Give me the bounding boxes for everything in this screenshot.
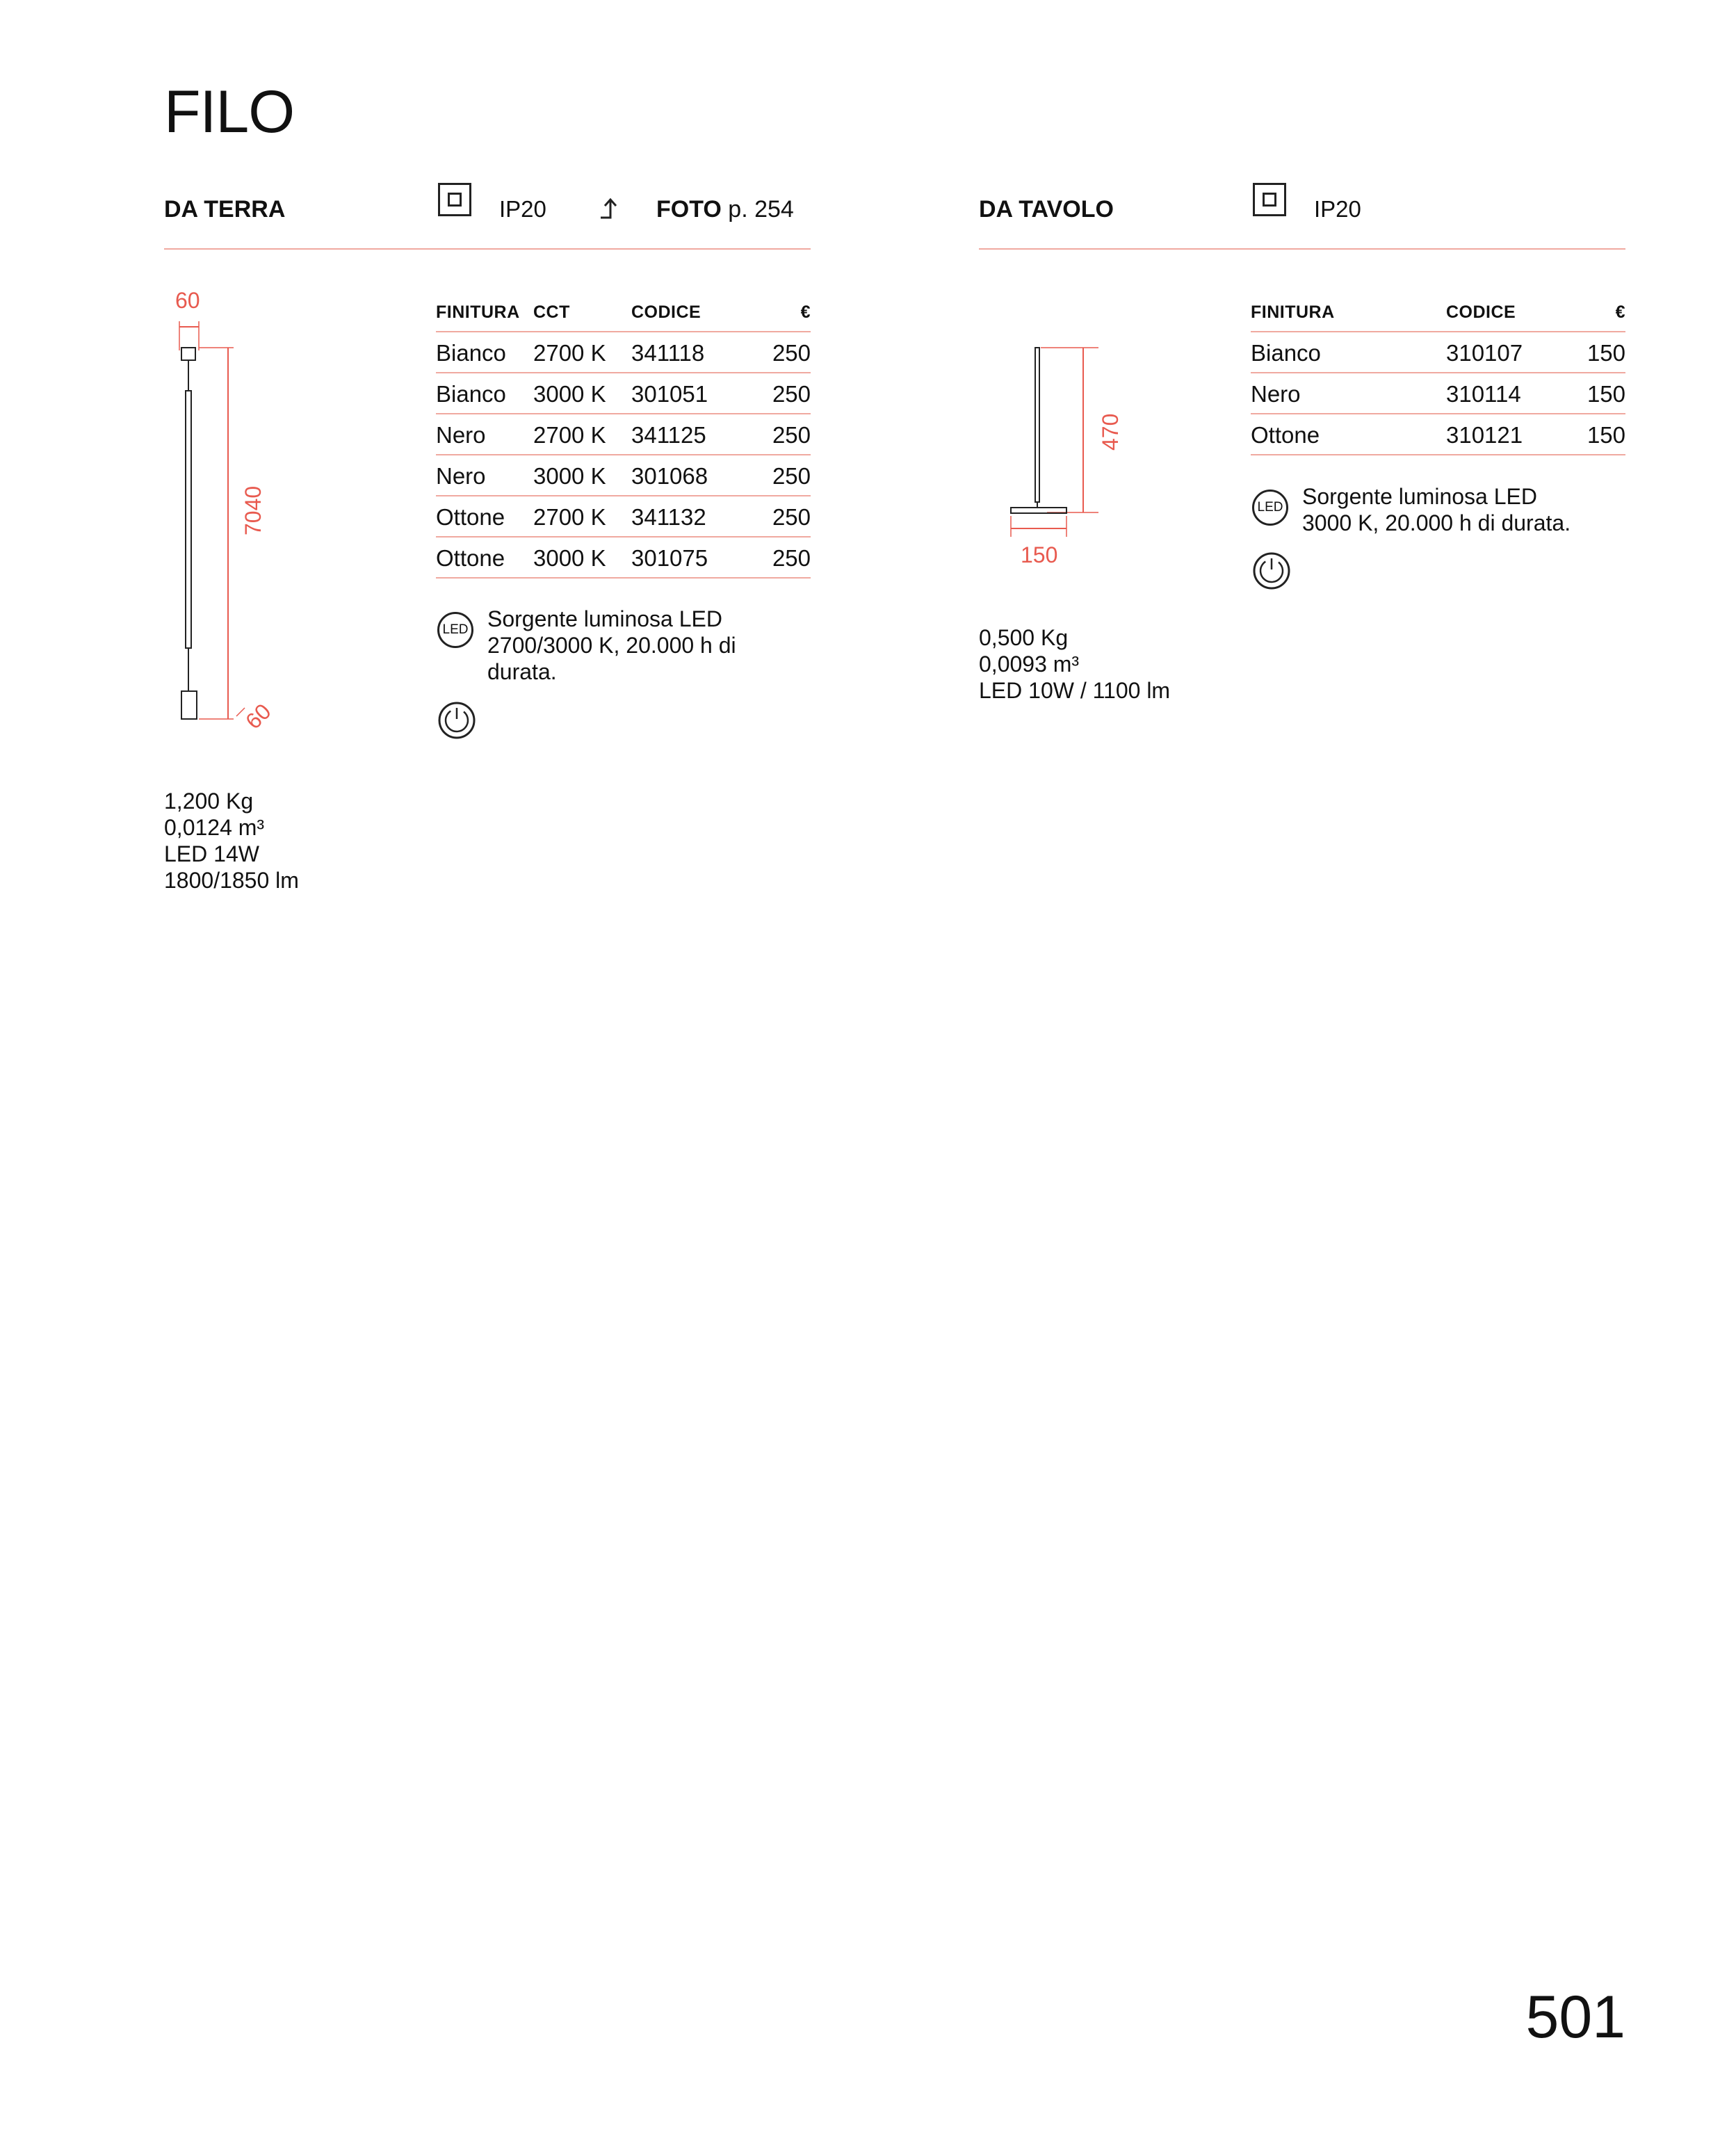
table-cell: Ottone — [436, 545, 505, 571]
table-cell: 3000 K — [533, 381, 606, 407]
floor-th-price: € — [800, 302, 811, 322]
page-number: 501 — [1525, 1984, 1625, 2051]
spec-power: LED 10W / 1100 lm — [979, 678, 1171, 703]
floor-heading: DA TERRA — [164, 196, 286, 223]
table-cell: 341125 — [631, 422, 706, 448]
floor-dim-width: 60 — [175, 288, 200, 313]
floor-dim-height: 7040 — [241, 485, 266, 535]
ip-rating-icon — [1253, 183, 1286, 216]
table-cell: Nero — [436, 422, 486, 448]
table-cell: 341132 — [631, 504, 706, 530]
photo-page: p. 254 — [728, 196, 794, 223]
spec-volume: 0,0124 m³ — [164, 815, 265, 840]
table-cell: Nero — [1251, 381, 1301, 407]
note-line: durata. — [487, 659, 557, 684]
table-cell: 3000 K — [533, 545, 606, 571]
table-lamp-th-price: € — [1615, 302, 1625, 322]
floor-dim-base: 60 — [241, 698, 276, 734]
floor-specs — [164, 788, 299, 894]
row-divider — [436, 536, 811, 538]
table-cell: 250 — [772, 340, 811, 366]
row-divider — [1251, 372, 1625, 373]
table-cell: 310107 — [1446, 340, 1523, 366]
table-cell: Ottone — [436, 504, 505, 530]
table-lamp-heading: DA TAVOLO — [979, 196, 1114, 223]
row-divider — [436, 454, 811, 455]
ip-rating-icon — [438, 183, 471, 216]
table-lamp-ip-rating: IP20 — [1314, 196, 1361, 222]
row-divider — [436, 495, 811, 496]
table-cell: 250 — [772, 381, 811, 407]
floor-th-cct: CCT — [533, 302, 570, 322]
spec-power: LED 14W — [164, 841, 259, 866]
row-divider — [1251, 413, 1625, 414]
row-divider — [436, 413, 811, 414]
table-lamp-dim-base: 150 — [1021, 542, 1058, 567]
led-icon: LED — [437, 612, 473, 648]
led-icon: LED — [1252, 490, 1288, 526]
table-lamp-led-note — [1302, 483, 1571, 536]
row-divider — [436, 577, 811, 579]
table-cell: 150 — [1587, 340, 1625, 366]
table-cell: 310121 — [1446, 422, 1523, 448]
table-lamp-divider — [979, 248, 1625, 250]
floor-ip-rating: IP20 — [499, 196, 546, 222]
floor-lamp-drawing — [164, 281, 303, 754]
photo-label: FOTO — [656, 196, 722, 223]
floor-divider — [164, 248, 811, 250]
row-divider — [1251, 454, 1625, 455]
table-lamp-drawing — [1001, 334, 1112, 549]
note-line: Sorgente luminosa LED — [1302, 484, 1537, 509]
table-cell: 150 — [1587, 381, 1625, 407]
note-line: 3000 K, 20.000 h di durata. — [1302, 510, 1571, 535]
table-cell: Bianco — [436, 381, 506, 407]
table-cell: 2700 K — [533, 340, 606, 366]
table-cell: 250 — [772, 504, 811, 530]
note-line: 2700/3000 K, 20.000 h di — [487, 633, 736, 658]
spec-weight: 0,500 Kg — [979, 625, 1069, 650]
photo-reference[interactable] — [656, 197, 794, 221]
table-cell: Nero — [436, 463, 486, 489]
table-cell: 250 — [772, 545, 811, 571]
page-title: FILO — [164, 79, 295, 145]
spec-volume: 0,0093 m³ — [979, 652, 1080, 677]
table-cell: 2700 K — [533, 422, 606, 448]
table-lamp-dim-height: 470 — [1098, 413, 1123, 451]
photo-arrow-icon — [599, 196, 624, 221]
table-lamp-th-code: CODICE — [1446, 302, 1516, 322]
table-lamp-header-line — [1251, 331, 1625, 332]
table-cell: 341118 — [631, 340, 705, 366]
floor-led-note — [487, 606, 736, 685]
table-cell: 301051 — [631, 381, 708, 407]
table-cell: 150 — [1587, 422, 1625, 448]
power-icon — [437, 701, 476, 740]
table-cell: 250 — [772, 463, 811, 489]
table-cell: Bianco — [1251, 340, 1321, 366]
spec-lumen: 1800/1850 lm — [164, 868, 299, 893]
spec-weight: 1,200 Kg — [164, 789, 254, 814]
table-cell: 301075 — [631, 545, 708, 571]
row-divider — [436, 372, 811, 373]
table-cell: 310114 — [1446, 381, 1521, 407]
power-icon — [1252, 551, 1291, 590]
table-lamp-th-finish: FINITURA — [1251, 302, 1335, 322]
table-cell: 3000 K — [533, 463, 606, 489]
floor-th-finish: FINITURA — [436, 302, 520, 322]
note-line: Sorgente luminosa LED — [487, 606, 722, 631]
table-lamp-specs — [979, 624, 1170, 704]
table-cell: 301068 — [631, 463, 708, 489]
floor-th-code: CODICE — [631, 302, 701, 322]
table-cell: Ottone — [1251, 422, 1320, 448]
table-cell: 250 — [772, 422, 811, 448]
table-cell: 2700 K — [533, 504, 606, 530]
floor-header-line — [436, 331, 811, 332]
table-cell: Bianco — [436, 340, 506, 366]
